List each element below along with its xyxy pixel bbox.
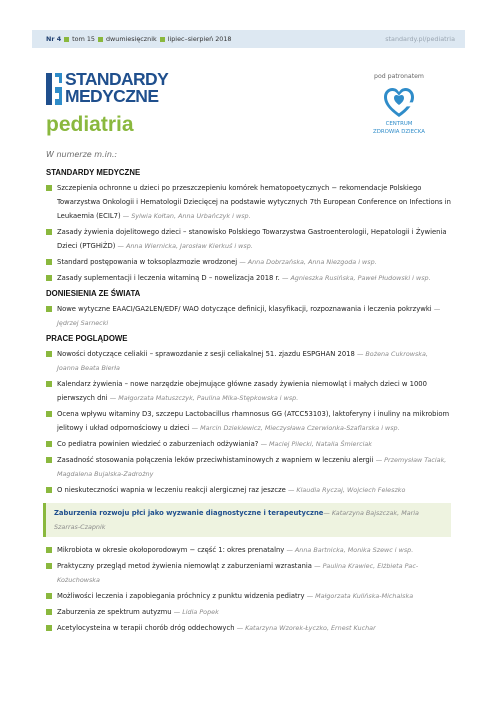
table-of-contents [46, 168, 451, 637]
centrum-zdrowia-dziecka-logo-icon [381, 86, 417, 120]
article-authors: — Klaudia Ryczaj, Wojciech Feleszko [288, 486, 406, 494]
patron-block [360, 73, 438, 136]
article-item[interactable] [46, 437, 451, 451]
patron-label: pod patronatem [374, 73, 424, 80]
article-authors: — Marcin Dziekiewicz, Mieczysława Czerwionka-Szaflarska i wsp. [191, 424, 400, 432]
article-item[interactable] [46, 255, 451, 269]
article-item[interactable] [46, 302, 451, 330]
bullet-square-icon [46, 457, 52, 463]
article-authors: — Agnieszka Rusińska, Paweł Płudowski i wsp. [282, 274, 431, 282]
article-item[interactable] [46, 559, 451, 587]
featured-article-title: Zaburzenia rozwoju płci jako wyzwanie diagnostyczne i terapeutyczne [54, 509, 324, 517]
article-item[interactable] [46, 181, 451, 223]
bullet-square-icon [46, 306, 52, 312]
article-authors: — Paulina Krawiec, Elżbieta Pac-Kożuchowska [57, 562, 419, 584]
article-authors: — Katarzyna Wzorek-Łyczko, Ernest Kuchar [236, 624, 376, 632]
patron-name-line-2: ZDROWIA DZIECKA [373, 129, 425, 135]
article-title: Zasadność stosowania połączenia leków przeciwhistaminowych z wapniem w leczeniu alergii [57, 456, 374, 464]
article-title: O nieskuteczności wapnia w leczeniu reakcji alergicznej raz jeszcze [57, 486, 286, 494]
article-title: Zasady suplementacji i leczenia witaminą D – nowelizacja 2018 r. [57, 274, 280, 282]
article-title: Co pediatra powinien wiedzieć o zaburzeniach odżywiania? [57, 440, 259, 448]
article-item[interactable] [46, 605, 451, 619]
featured-article-authors: — Katarzyna Bajszczak, Maria Szarras-Czapnik [54, 509, 419, 531]
issue-info-bar [32, 30, 465, 48]
article-item[interactable] [46, 621, 451, 635]
bullet-square-icon [46, 487, 52, 493]
bullet-square-icon [46, 185, 52, 191]
separator-square-icon [160, 37, 165, 42]
frequency: dwumiesięcznik [105, 35, 157, 43]
article-authors: — Małgorzata Kulińska-Michalska [306, 592, 414, 600]
article-title: Mikrobiota w okresie okołoporodowym − część 1: okres prenatalny [57, 546, 285, 554]
article-item[interactable] [46, 483, 451, 497]
featured-article[interactable] [43, 503, 451, 537]
article-authors: — Anna Bartnicka, Monika Szewc i wsp. [286, 546, 414, 554]
bullet-square-icon [46, 563, 52, 569]
bullet-square-icon [46, 441, 52, 447]
bullet-square-icon [46, 625, 52, 631]
bullet-square-icon [46, 547, 52, 553]
article-title: Nowe wytyczne EAACI/GA2LEN/EDF/ WAO dotyczące definicji, klasyfikacji, rozpoznawania i leczenia pokrzywki [57, 305, 432, 313]
article-authors: — Przemysław Taciak, Magdalena Bujalska-Zadrożny [57, 456, 447, 478]
article-item[interactable] [46, 225, 451, 253]
article-item[interactable] [46, 347, 451, 375]
article-title: Ocena wpływu witaminy D3, szczepu Lactobacillus rhamnosus GG (ATCC53103), laktoferyny i inuliny na mikrobiom jelitowy i układ odpornościowy u dzieci [57, 410, 450, 432]
standardy-medyczne-logo [46, 70, 206, 110]
article-item[interactable] [46, 407, 451, 435]
article-title: Zaburzenia ze spektrum autyzmu [57, 608, 172, 616]
article-title: Standard postępowania w toksoplazmozie wrodzonej [57, 258, 238, 266]
article-authors: — Małgorzata Matuszczyk, Paulina Mika-Stępkowska i wsp. [109, 394, 299, 402]
article-item[interactable] [46, 589, 451, 603]
article-title: Zasady żywienia dojelitowego dzieci – stanowisko Polskiego Towarzystwa Gastroenterologii, Hepatologii i Żywienia Dzieci (PTGHiŻD) [57, 228, 447, 250]
bullet-square-icon [46, 609, 52, 615]
logo-wordmark [65, 71, 168, 105]
logo-line-2: MEDYCZNE [65, 86, 159, 106]
article-item[interactable] [46, 453, 451, 481]
article-authors: — Sylwia Kołtan, Anna Urbańczyk i wsp. [122, 212, 251, 220]
bullet-square-icon [46, 259, 52, 265]
logo-line-1: STANDARDY [65, 69, 169, 89]
article-title: Szczepienia ochronne u dzieci po przeszczepieniu komórek hematopoetycznych − rekomendacje Polskiego Towarzystwa Onkologii i Hematologii Dziecięcej na podstawie wytycznych 7th European Conference on Infections in Leukaemia (ECIL7) [57, 184, 451, 220]
article-title: Możliwości leczenia i zapobiegania próchnicy z punktu widzenia pediatry [57, 592, 305, 600]
section-standardy-medyczne: STANDARDY MEDYCZNE [46, 168, 141, 177]
bullet-square-icon [46, 381, 52, 387]
issue-number: Nr 4 [46, 35, 62, 43]
separator-square-icon [64, 37, 69, 42]
intro-heading: W numerze m.in.: [46, 150, 118, 159]
volume: tom 15 [72, 35, 95, 43]
article-item[interactable] [46, 543, 451, 557]
logo-mark-icon [46, 73, 62, 105]
bullet-square-icon [46, 593, 52, 599]
bullet-square-icon [46, 351, 52, 357]
article-title: Kalendarz żywienia – nowe narzędzie obejmujące główne zasady żywienia niemowląt i małych dzieci w 1000 pierwszych dni [57, 380, 427, 402]
article-authors: — Bożena Cukrowska, Joanna Beata Bierła [57, 350, 428, 372]
article-item[interactable] [46, 377, 451, 405]
article-authors: — Maciej Pilecki, Natalia Śmierciak [260, 440, 372, 448]
separator-square-icon [98, 37, 103, 42]
article-title: Acetylocysteina w terapii chorób dróg oddechowych [57, 624, 235, 632]
article-authors: — Anna Wiernicka, Jarosław Kierkuś i wsp. [117, 242, 253, 250]
article-title: Nowości dotyczące celiakii – sprawozdanie z sesji celiakalnej 51. zjazdu ESPGHAN 2018 [57, 350, 355, 358]
section-prace-pogladowe: PRACE POGLĄDOWE [46, 334, 128, 343]
website-link[interactable]: standardy.pl/pediatria [385, 35, 455, 43]
masthead [46, 70, 466, 142]
article-title: Praktyczny przegląd metod żywienia niemowląt z zaburzeniami wzrastania [57, 562, 312, 570]
article-authors: — Anna Dobrzańska, Anna Niezgoda i wsp. [239, 258, 377, 266]
bullet-square-icon [46, 411, 52, 417]
patron-name-line-1: CENTRUM [385, 121, 413, 127]
article-authors: — Jędrzej Sarnecki [57, 305, 441, 327]
journal-title: pediatria [46, 113, 134, 136]
bullet-square-icon [46, 275, 52, 281]
section-doniesienia-ze-swiata: DONIESIENIA ZE ŚWIATA [46, 289, 141, 298]
article-authors: — Lidia Popek [173, 608, 219, 616]
article-item[interactable] [46, 271, 451, 285]
issue-date: lipiec–sierpień 2018 [167, 35, 232, 43]
bullet-square-icon [46, 229, 52, 235]
